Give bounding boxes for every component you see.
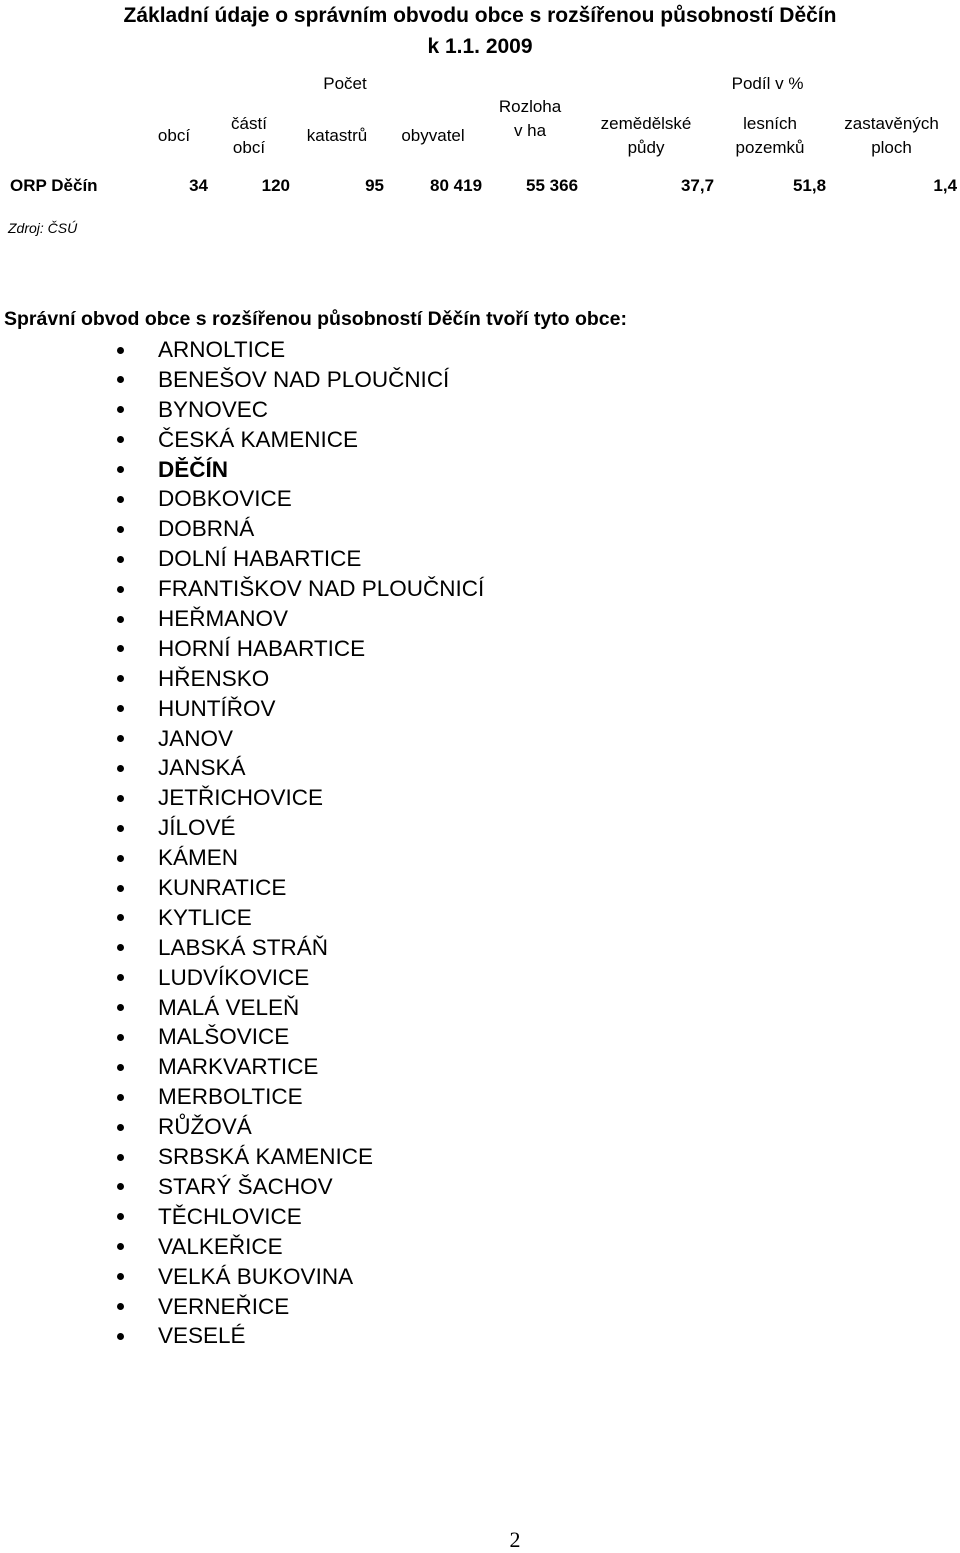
cell-zemedelske: 37,7: [680, 176, 715, 195]
municipality-name: VALKEŘICE: [158, 1233, 283, 1259]
header-rozloha: Rozloha v ha: [498, 97, 562, 140]
list-item: [0, 843, 484, 873]
bullet-icon: [117, 944, 124, 951]
header-obci: obcí: [157, 126, 191, 145]
municipality-name: RŮŽOVÁ: [158, 1114, 252, 1140]
list-item: [0, 903, 484, 933]
list-item: [0, 544, 484, 574]
cell-rozloha: 55 366: [526, 176, 579, 195]
bullet-icon: [117, 586, 124, 593]
bullet-icon: [117, 795, 124, 802]
municipality-name: DOBRNÁ: [158, 516, 255, 542]
bullet-icon: [117, 1333, 124, 1340]
bullet-icon: [117, 675, 124, 682]
list-item: [0, 365, 484, 395]
municipality-name: HEŘMANOV: [158, 606, 289, 632]
bullet-icon: [117, 1213, 124, 1220]
list-item: [0, 1052, 484, 1082]
list-item: [0, 933, 484, 963]
list-item: [0, 1022, 484, 1052]
title-line-2: k 1.1. 2009: [427, 35, 533, 58]
title-line-1: Základní údaje o správním obvodu obce s rozšířenou působností Děčín: [123, 4, 837, 27]
source-note: Zdroj: ČSÚ: [8, 220, 78, 236]
list-item: [0, 484, 484, 514]
list-item: [0, 455, 484, 485]
municipality-name: BENEŠOV NAD PLOUČNICÍ: [158, 366, 450, 392]
header-zemedelske: zemědělské půdy: [600, 114, 692, 157]
list-item: [0, 634, 484, 664]
bullet-icon: [117, 496, 124, 503]
municipality-name: BYNOVEC: [158, 396, 269, 422]
bullet-icon: [117, 1094, 124, 1101]
header-lesnich: lesních pozemků: [735, 114, 805, 157]
list-item: [0, 1172, 484, 1202]
list-item: [0, 1082, 484, 1112]
bullet-icon: [117, 1124, 124, 1131]
header-katastru: katastrů: [306, 126, 368, 145]
cell-katastru: 95: [365, 176, 384, 195]
bullet-icon: [117, 735, 124, 742]
list-item: [0, 395, 484, 425]
bullet-icon: [117, 406, 124, 413]
bullet-icon: [117, 466, 124, 473]
bullet-icon: [117, 347, 124, 354]
municipality-name: DĚČÍN: [158, 456, 229, 482]
municipality-name: JANOV: [158, 725, 234, 751]
municipality-name: SRBSKÁ KAMENICE: [158, 1144, 374, 1170]
list-item: [0, 335, 484, 365]
bullet-icon: [117, 645, 124, 652]
bullet-icon: [117, 436, 124, 443]
bullet-icon: [117, 1303, 124, 1310]
list-item: [0, 753, 484, 783]
list-item: [0, 1112, 484, 1142]
summary-table: [4, 67, 957, 201]
municipality-name: ARNOLTICE: [158, 337, 286, 362]
municipality-name: MALÁ VELEŇ: [158, 994, 300, 1020]
bullet-icon: [117, 914, 124, 921]
row-label: ORP Děčín: [10, 176, 98, 195]
municipality-name: VELKÁ BUKOVINA: [158, 1263, 354, 1289]
page-title: [0, 0, 960, 62]
bullet-icon: [117, 526, 124, 533]
list-item: [0, 574, 484, 604]
cell-lesnich: 51,8: [792, 176, 827, 195]
bullet-icon: [117, 376, 124, 383]
table-row: [4, 171, 957, 201]
municipality-name: ČESKÁ KAMENICE: [158, 426, 359, 452]
municipality-name: TĚCHLOVICE: [158, 1203, 302, 1229]
cell-casti: 120: [261, 176, 290, 195]
list-item: [0, 425, 484, 455]
municipality-name: KÁMEN: [158, 845, 239, 871]
list-item: [0, 1142, 484, 1172]
bullet-icon: [117, 1004, 124, 1011]
header-podil: Podíl v %: [731, 74, 804, 93]
municipality-name: JANSKÁ: [158, 755, 246, 781]
header-obyvatel: obyvatel: [401, 126, 465, 145]
municipality-name: HŘENSKO: [158, 665, 270, 691]
list-item: [0, 873, 484, 903]
municipality-name: VERNEŘICE: [158, 1293, 290, 1319]
list-item: [0, 664, 484, 694]
municipality-name: DOBKOVICE: [158, 486, 292, 512]
municipality-name: KYTLICE: [158, 904, 252, 930]
municipality-name: KUNRATICE: [158, 875, 287, 901]
municipality-name: DOLNÍ HABARTICE: [158, 546, 362, 572]
bullet-icon: [117, 1154, 124, 1161]
list-item: [0, 1262, 484, 1292]
municipality-name: JETŘICHOVICE: [158, 785, 324, 811]
list-item: [0, 724, 484, 754]
bullet-icon: [117, 1273, 124, 1280]
municipality-name: LABSKÁ STRÁŇ: [158, 934, 329, 960]
municipality-name: MALŠOVICE: [158, 1024, 290, 1050]
bullet-icon: [117, 765, 124, 772]
list-item: [0, 694, 484, 724]
list-item: [0, 1202, 484, 1232]
bullet-icon: [117, 616, 124, 623]
bullet-icon: [117, 1183, 124, 1190]
bullet-icon: [117, 1243, 124, 1250]
cell-obci: 34: [189, 176, 208, 195]
list-item: [0, 1292, 484, 1322]
header-pocet: Počet: [323, 74, 367, 93]
bullet-icon: [117, 705, 124, 712]
municipality-name: VESELÉ: [158, 1323, 246, 1349]
municipality-name: HORNÍ HABARTICE: [158, 635, 366, 661]
municipality-name: MERBOLTICE: [158, 1084, 303, 1110]
bullet-icon: [117, 1034, 124, 1041]
list-item: [0, 604, 484, 634]
municipality-name: FRANTIŠKOV NAD PLOUČNICÍ: [158, 576, 485, 602]
bullet-icon: [117, 855, 124, 862]
municipality-name: LUDVÍKOVICE: [158, 964, 310, 990]
bullet-icon: [117, 825, 124, 832]
municipality-name: HUNTÍŘOV: [158, 695, 276, 721]
list-item: [0, 1321, 484, 1351]
bullet-icon: [117, 885, 124, 892]
bullet-icon: [117, 974, 124, 981]
municipality-name: STARÝ ŠACHOV: [158, 1173, 333, 1199]
list-item: [0, 993, 484, 1023]
header-casti-obci: částí obcí: [231, 114, 267, 157]
municipality-name: JÍLOVÉ: [158, 815, 236, 841]
list-item: [0, 783, 484, 813]
municipality-list: [0, 335, 484, 1351]
section-heading: Správní obvod obce s rozšířenou působností Děčín tvoří tyto obce:: [4, 308, 627, 330]
bullet-icon: [117, 556, 124, 563]
list-item: [0, 813, 484, 843]
list-item: [0, 514, 484, 544]
cell-obyvatel: 80 419: [430, 176, 483, 195]
header-zastavenych: zastavěných ploch: [844, 114, 939, 157]
list-item: [0, 1232, 484, 1262]
municipality-name: MARKVARTICE: [158, 1054, 319, 1080]
page-number: 2: [509, 1527, 521, 1552]
list-item: [0, 963, 484, 993]
bullet-icon: [117, 1064, 124, 1071]
cell-zastavenych: 1,4: [933, 176, 958, 195]
